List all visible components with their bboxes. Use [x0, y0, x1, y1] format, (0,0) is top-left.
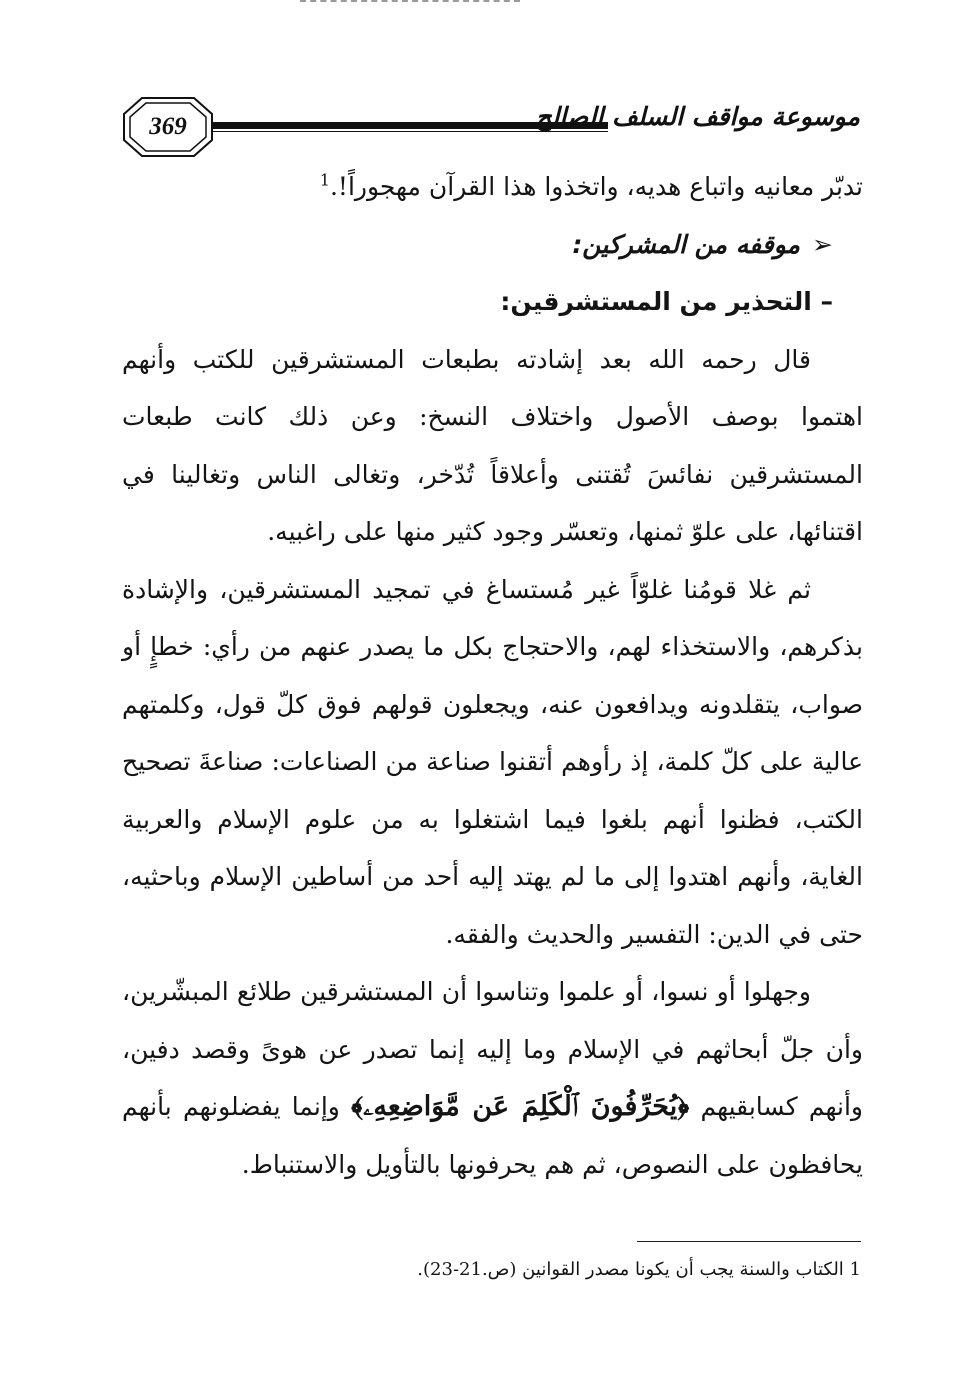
section-heading: – التحذير من المستشرقين: [500, 287, 833, 316]
continuation-line [122, 158, 863, 216]
section-subheading [122, 216, 863, 274]
quran-quote: ﴿يُحَرِّفُونَ ٱلْكَلِمَ عَن مَّوَاضِعِهِۦ﴾ [351, 1091, 690, 1122]
paragraph: قال رحمه الله بعد إشادته بطبعات المستشرقين للكتب وأنهم اهتموا بوصف الأصول واختلاف النسخ: وعن ذلك كانت طبعات المستشرقين نفائسَ تُقتنى وأعلاقاً تُدّخر، وتغالى الناس وتغالينا في اقتنائها، على علوّ ثمنها، وتعسّر وجود كثير منها على راغبيه. [122, 344, 863, 546]
paragraph: ثم غلا قومُنا غلوّاً غير مُستساغ في تمجيد المستشرقين، والإشادة بذكرهم، والاستخذاء لهم، والاحتجاج بكل ما يصدر عنهم من رأي: خطإٍ أو صواب، يتقلدونه ويدافعون عنه، ويجعلون قولهم فوق كلّ قول، وكلمتهم عالية على كلّ كلمة، إذ رأوهم أتقنوا صناعة من الصناعات: صناعةَ تصحيح الكتب، فظنوا أنهم بلغوا فيما اشتغلوا به من علوم الإسلام والعربية الغاية، وأنهم اهتدوا إلى ما لم يهتد إليه أحد من أساطين الإسلام وباحثيه، حتى في الدين: التفسير والحديث والفقه. [122, 574, 863, 949]
continuation-text: تدبّر معانيه واتباع هديه، واتخذوا هذا القرآن مهجوراً!. [329, 172, 863, 201]
page-number: 369 [149, 113, 187, 140]
footnote [161, 1257, 861, 1283]
footnote-reference: 1 [319, 170, 330, 190]
paragraph-text: وإنما يفضلونهم بأنهم يحافظون على النصوص، ثم هم يحرفونها بالتأويل والاستنباط. [122, 1092, 863, 1179]
series-title: موسوعة مواقف السلف الصالح [535, 102, 860, 131]
footnote-separator [637, 1241, 861, 1242]
footnote-text: الكتاب والسنة يجب أن يكونا مصدر القوانين (ص.21-23). [417, 1259, 844, 1280]
paragraph-text: وجهلوا أو نسوا، أو علموا وتناسوا أن المستشرقين طلائع المبشّرين، وأن جلّ أبحاثهم في الإسلام وما إليه إنما تصدر عن هوىً وقصد دفين، وأنهم كسابقيهم [122, 977, 863, 1121]
subheading-text: موقفه من المشركين: [572, 229, 801, 259]
paragraph [122, 963, 863, 1193]
page-content [122, 158, 863, 1193]
scan-top-marks [300, 0, 520, 8]
arrow-bullet-icon: ➢ [812, 229, 833, 259]
page-header [118, 96, 860, 158]
footnote-number: 1 [849, 1259, 861, 1280]
page-number-badge [122, 96, 214, 158]
